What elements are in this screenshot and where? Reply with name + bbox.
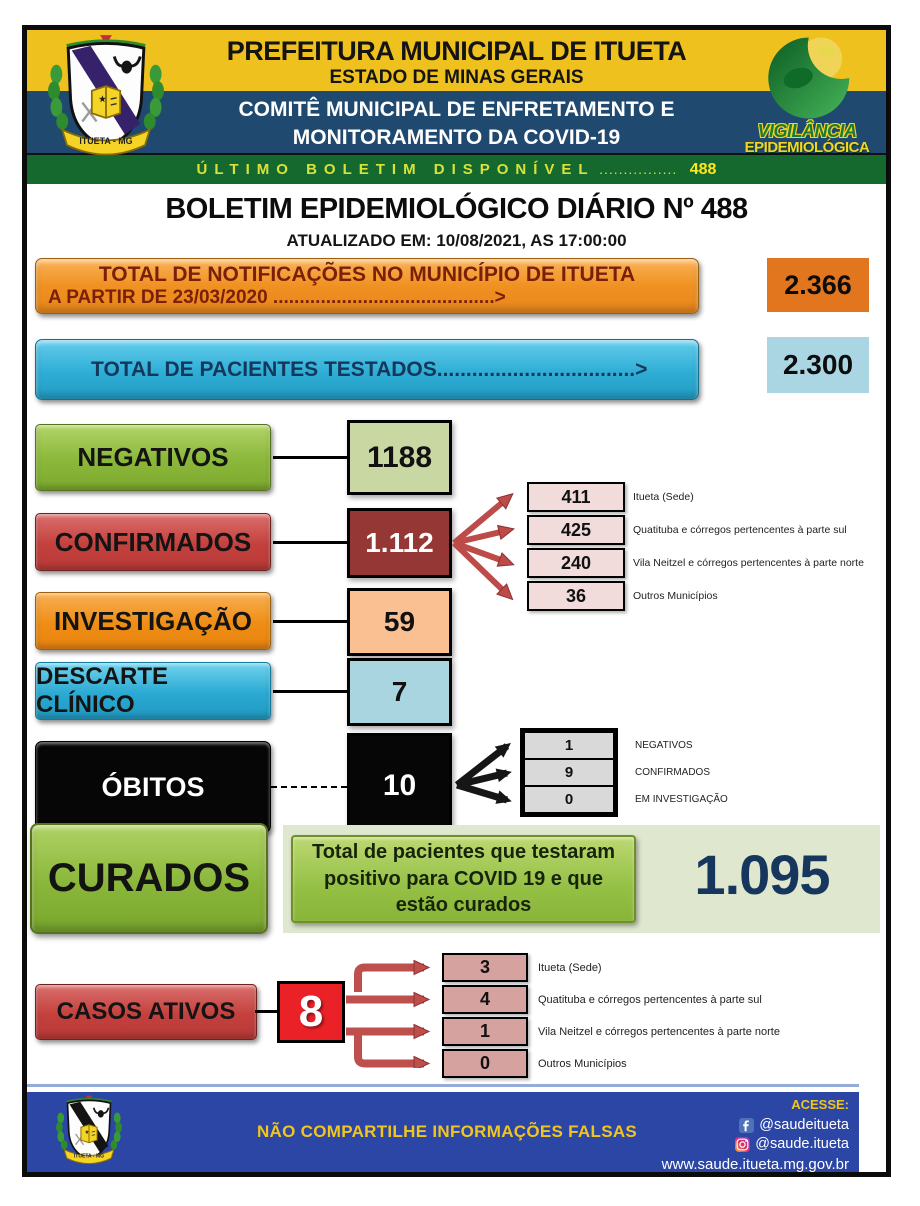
casos-ativos-breakdown-row (442, 985, 762, 1014)
breakdown-label: Itueta (Sede) (538, 961, 602, 974)
obitos-value: 10 (347, 733, 452, 838)
breakdown-value-box: 1 (525, 733, 613, 758)
itueta-coat-of-arms (41, 34, 171, 164)
bulletin-frame (22, 25, 891, 1177)
updated-timestamp: ATUALIZADO EM: 10/08/2021, AS 17:00:00 (286, 231, 627, 250)
confirmados-breakdown-row (527, 515, 847, 545)
breakdown-label: Quatituba e córregos pertencentes à parte sul (538, 993, 762, 1006)
breakdown-value-box: 4 (442, 985, 528, 1014)
last-bulletin-dots: ................ (599, 161, 678, 177)
vigilancia-swoosh-icon (763, 34, 851, 122)
facebook-handle[interactable]: @saudeitueta (759, 1117, 849, 1133)
tested-value: 2.300 (767, 337, 869, 393)
vigilancia-text-line2: EPIDEMIOLÓGICA (744, 139, 870, 156)
casos-ativos-arrows (344, 940, 456, 1068)
negativos-value: 1188 (347, 420, 452, 495)
breakdown-value-box: 425 (527, 515, 625, 545)
instagram-icon (735, 1137, 750, 1152)
breakdown-label: Vila Neitzel e córregos pertencentes à parte norte (633, 557, 864, 569)
casos-ativos-breakdown-row (442, 1017, 780, 1046)
notifications-bar (35, 258, 699, 314)
confirmados-breakdown-row (527, 548, 864, 578)
confirmados-label: CONFIRMADOS (35, 513, 271, 571)
casos-ativos-breakdown-row (442, 953, 602, 982)
state-subtitle: ESTADO DE MINAS GERAIS (329, 67, 584, 88)
itueta-coat-of-arms-footer (55, 1095, 123, 1169)
tested-bar (35, 339, 699, 400)
notifications-line1: TOTAL DE NOTIFICAÇÕES NO MUNICÍPIO DE ITUETA (98, 263, 636, 286)
descarte-label: DESCARTE CLÍNICO (35, 662, 271, 720)
breakdown-value-box: 0 (525, 787, 613, 812)
committee-line2: MONITORAMENTO DA COVID-19 (292, 126, 621, 149)
confirmados-breakdown-row (527, 581, 718, 611)
obitos-connector (271, 786, 347, 788)
casos-ativos-value: 8 (277, 981, 345, 1043)
obitos-breakdown-row (525, 787, 728, 812)
breakdown-label: Itueta (Sede) (633, 491, 694, 503)
breakdown-label: Vila Neitzel e córregos pertencentes à parte norte (538, 1025, 780, 1038)
breakdown-value-box: 3 (442, 953, 528, 982)
negativos-label: NEGATIVOS (35, 424, 271, 491)
instagram-handle[interactable]: @saude.itueta (755, 1136, 849, 1152)
breakdown-label: EM INVESTIGAÇÃO (635, 794, 728, 805)
confirmados-fan-arrows (451, 478, 529, 613)
breakdown-value-box: 9 (525, 760, 613, 785)
obitos-breakdown-row (525, 733, 693, 758)
footer-band (27, 1092, 859, 1172)
facebook-row[interactable] (599, 1116, 849, 1135)
casos-ativos-label: CASOS ATIVOS (35, 984, 257, 1040)
notifications-line2: A PARTIR DE 23/03/2020 ..........................................> (48, 287, 506, 308)
breakdown-value-box: 1 (442, 1017, 528, 1046)
casos-ativos-breakdown-row (442, 1049, 627, 1078)
footer-message: NÃO COMPARTILHE INFORMAÇÕES FALSAS (256, 1122, 638, 1141)
curados-description: Total de pacientes que testaram positivo para COVID 19 e que estão curados (291, 835, 636, 923)
website-link[interactable]: www.saude.itueta.mg.gov.br (661, 1156, 849, 1173)
vigilancia-logo (731, 32, 883, 182)
investigacao-connector (273, 620, 347, 623)
breakdown-label: NEGATIVOS (635, 740, 693, 751)
breakdown-value-box: 240 (527, 548, 625, 578)
access-label: ACESSE: (791, 1097, 849, 1112)
municipality-title: PREFEITURA MUNICIPAL DE ITUETA (226, 36, 687, 66)
page-title: BOLETIM EPIDEMIOLÓGICO DIÁRIO Nº 488 (165, 193, 748, 225)
last-bulletin-label: ÚLTIMO BOLETIM DISPONÍVEL (196, 161, 595, 178)
obitos-label: ÓBITOS (35, 741, 271, 833)
obitos-breakdown-row (525, 760, 710, 785)
breakdown-value-box: 0 (442, 1049, 528, 1078)
investigacao-value: 59 (347, 588, 452, 656)
facebook-icon (739, 1118, 754, 1133)
committee-line1: COMITÊ MUNICIPAL DE ENFRETAMENTO E (238, 98, 675, 121)
notifications-value: 2.366 (767, 258, 869, 312)
descarte-connector (273, 690, 347, 693)
instagram-row[interactable] (599, 1135, 849, 1154)
breakdown-label: Outros Municípios (633, 590, 718, 602)
last-bulletin-number: 488 (689, 161, 717, 178)
vigilancia-text-line1: VIGILÂNCIA (757, 121, 857, 141)
breakdown-label: CONFIRMADOS (635, 767, 710, 778)
curados-label: CURADOS (30, 823, 268, 934)
curados-value: 1.095 (694, 843, 830, 906)
confirmados-value: 1.112 (347, 508, 452, 578)
breakdown-label: Outros Municípios (538, 1057, 627, 1070)
investigacao-label: INVESTIGAÇÃO (35, 592, 271, 650)
casos-ativos-connector (255, 1010, 277, 1013)
tested-label: TOTAL DE PACIENTES TESTADOS..................................> (91, 357, 648, 381)
confirmados-breakdown-row (527, 482, 694, 512)
descarte-value: 7 (347, 658, 452, 726)
breakdown-value-box: 36 (527, 581, 625, 611)
footer-links (599, 1097, 849, 1173)
confirmados-connector (273, 541, 347, 544)
breakdown-label: Quatituba e córregos pertencentes à parte sul (633, 524, 847, 536)
breakdown-value-box: 411 (527, 482, 625, 512)
negativos-connector (273, 456, 347, 459)
footer-separator (27, 1084, 859, 1087)
